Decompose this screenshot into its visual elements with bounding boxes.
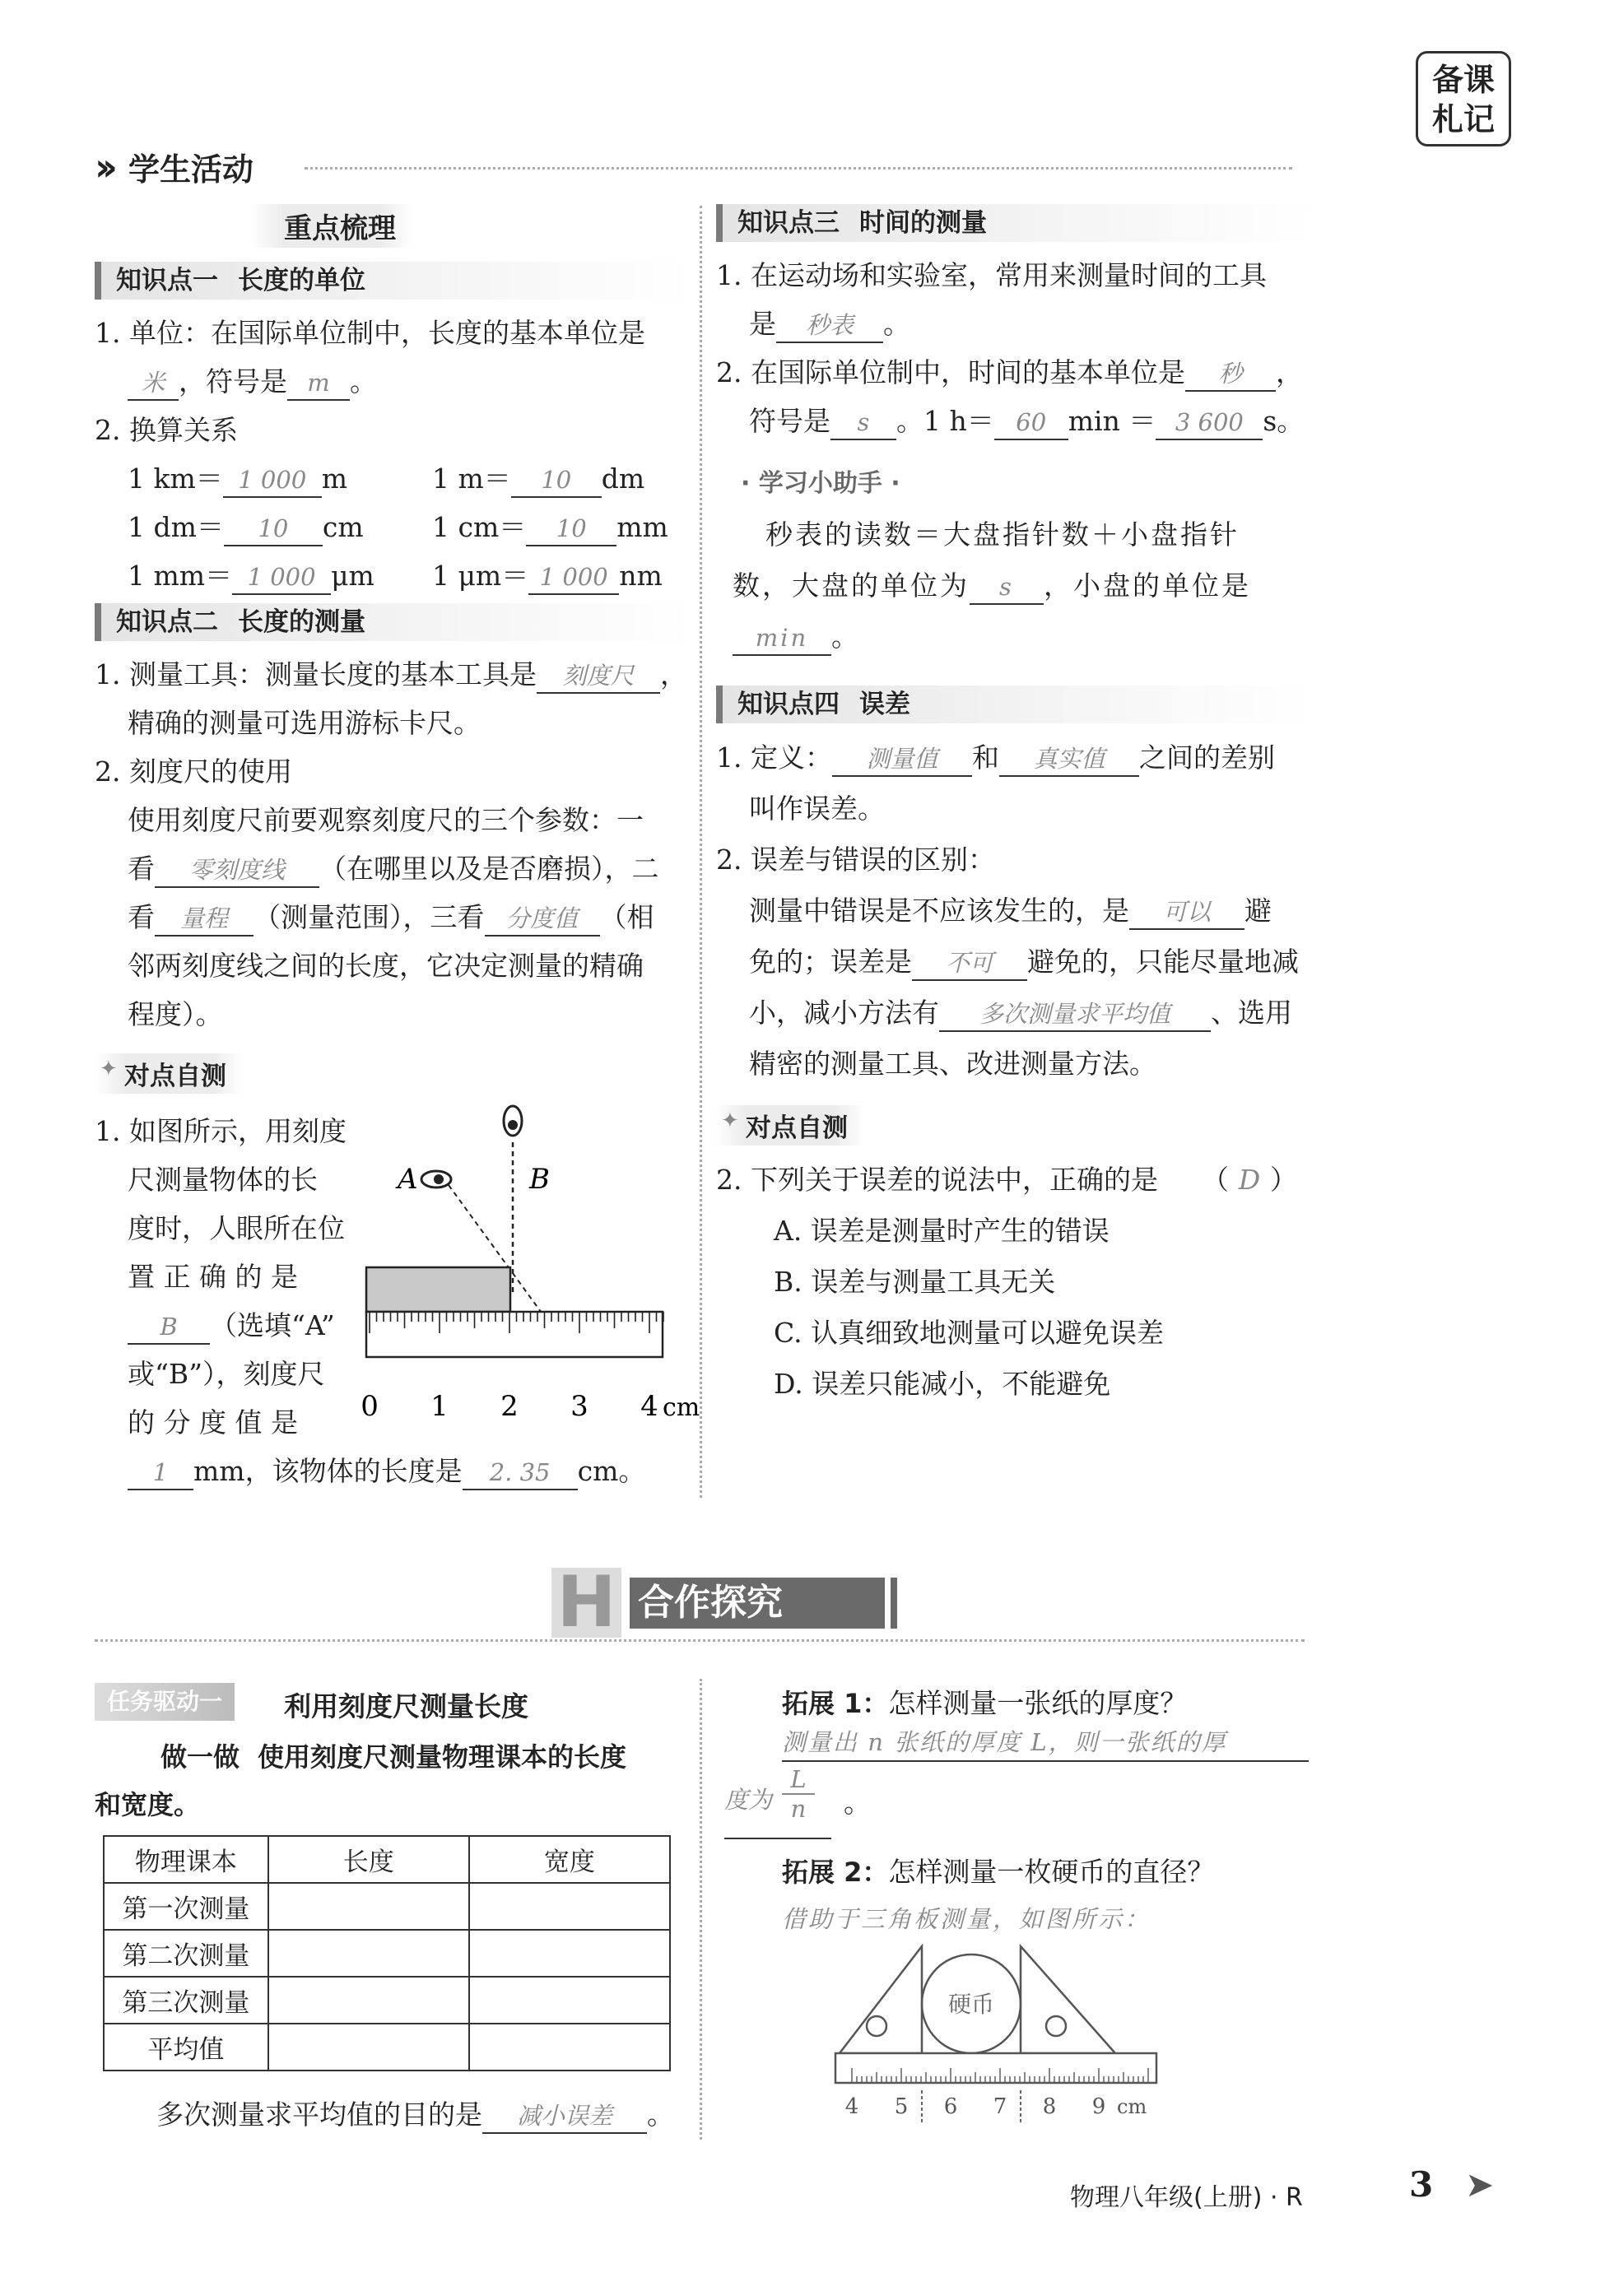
triangle-left: [840, 1946, 922, 2053]
doit-label: 做一做: [160, 1741, 240, 1773]
ruler-unit: cm: [663, 1393, 700, 1422]
kp3-header: [716, 204, 1314, 242]
q1-line: 或“B”），刻度尺: [128, 1358, 325, 1390]
table-cell[interactable]: [268, 2024, 469, 2071]
answer-blank[interactable]: 1 000: [232, 560, 331, 595]
conversion-row: 1 km＝ 1 000 m 1 m＝ 10 dm: [128, 454, 644, 503]
ext2-line: [782, 1847, 1214, 1897]
table-cell[interactable]: [268, 1883, 469, 1930]
coin-label: 硬币: [947, 1991, 995, 2018]
doit-text: 使用刻度尺测量物理课本的长度: [258, 1741, 627, 1773]
kp1-item2: 2. 换算关系: [95, 414, 238, 446]
helper-line: min 。: [733, 612, 861, 661]
ext2-answer: 借助于三角板测量，如图所示：: [782, 1905, 1151, 1933]
table-cell[interactable]: [268, 1930, 469, 1977]
coin-ruler-label: 5: [894, 2094, 909, 2119]
answer-blank[interactable]: 3 600: [1156, 406, 1263, 440]
q1-line: 1. 如图所示，用刻度: [95, 1115, 347, 1147]
row-label: 第二次测量: [104, 1930, 268, 1977]
coop-title: 合作探究: [630, 1578, 885, 1629]
label-b: B: [529, 1163, 550, 1196]
coin-ruler-label: 7: [993, 2094, 1007, 2119]
answer-blank[interactable]: 刻度尺: [537, 659, 660, 694]
kp2-item1-cont: 精确的测量可选用游标卡尺。: [128, 707, 481, 739]
q1-line: 1 mm，该物体的长度是 2. 35 cm。: [128, 1447, 645, 1495]
kp4-item2-line4: 精密的测量工具、改进测量方法。: [749, 1048, 1156, 1080]
kp3-item1b: 是 秒表 。: [749, 300, 910, 348]
ruler: [366, 1312, 663, 1357]
right-column: [716, 198, 1309, 1432]
sparkle-icon: ✦: [721, 1108, 739, 1133]
measured-object: [366, 1267, 510, 1312]
kp4-item2-line3: 小，减小方法有 多次测量求平均值 、选用: [749, 988, 1292, 1039]
answer-blank[interactable]: 秒: [1185, 357, 1276, 392]
coop-right: 拓展 1：怎样测量一张纸的厚度？ 测量出 n 张纸的厚度 L，则一张纸的厚 度为 L n 。 拓展 2：怎样测量一枚硬币的直径？ 借助于三角板测量，如图所示： 硬币 4 5 6 7 8 9 cm: [724, 1679, 1317, 2140]
q1-line: 置 正 确 的 是: [128, 1261, 298, 1293]
kp2-item2-line4: 邻两刻度线之间的长度，它决定测量的精确: [128, 950, 644, 982]
kp2-title: 长度的测量: [238, 607, 365, 637]
q2-option-d[interactable]: D. 误差只能减小，不能避免: [774, 1368, 1111, 1400]
sparkle-icon: ✦: [100, 1057, 118, 1081]
kp2-item2-line5: 程度）。: [128, 998, 223, 1030]
answer-blank[interactable]: 10: [224, 512, 323, 546]
kp3-num: 知识点三: [737, 208, 840, 238]
footer-text: 物理八年级(上册) · R: [1070, 2183, 1303, 2212]
answer-blank[interactable]: 1 000: [528, 560, 619, 595]
table-row: [104, 1930, 670, 1977]
kp4-item1: 1. 定义： 测量值 和 真实值 之间的差别: [716, 732, 1275, 783]
answer-blank[interactable]: 多次测量求平均值: [939, 997, 1211, 1032]
coop-left: [95, 1679, 687, 2140]
coin-diagram: [835, 1942, 1165, 2127]
eye-icon-a: [421, 1171, 451, 1188]
answer-blank[interactable]: m: [287, 366, 350, 401]
ruler-tick-label: 3: [570, 1390, 588, 1423]
ext1-line: [782, 1679, 1187, 1728]
ext2-label: 拓展 2：: [782, 1857, 889, 1888]
answer-blank[interactable]: 1 000: [223, 463, 322, 498]
notes-stamp: [1416, 51, 1511, 146]
kp4-item1-cont: 叫作误差。: [749, 792, 885, 825]
answer-blank[interactable]: min: [733, 621, 831, 656]
answer-blank[interactable]: s: [970, 570, 1044, 605]
answer-blank[interactable]: 10: [526, 512, 616, 546]
kp2-item1: 1. 测量工具：测量长度的基本工具是 刻度尺 ，: [95, 650, 687, 699]
doit-line: [160, 1732, 626, 1782]
answer-blank[interactable]: 秒表: [776, 309, 883, 343]
stamp-line2: 札记: [1431, 101, 1495, 137]
task-tag: 任务驱动一: [95, 1683, 235, 1721]
row-label: 第三次测量: [104, 1977, 268, 2024]
q1-line: 的 分 度 值 是: [128, 1406, 298, 1438]
answer-blank[interactable]: 真实值: [999, 742, 1139, 777]
self-test-label-left: 对点自测: [95, 1053, 243, 1094]
learning-helper-label: · 学习小助手 ·: [741, 469, 900, 498]
q1-line: B （选填“A”: [128, 1301, 335, 1350]
q2-option-b[interactable]: B. 误差与测量工具无关: [774, 1266, 1056, 1298]
measurement-table: [103, 1835, 671, 2071]
kp1-header: [95, 262, 692, 300]
ext1-label: 拓展 1：: [782, 1688, 889, 1719]
answer-blank[interactable]: B: [128, 1310, 210, 1345]
q2-stem: 2. 下列关于误差的说法中，正确的是: [716, 1164, 1158, 1196]
coin-ruler-label: 6: [943, 2094, 958, 2119]
triangle-hole-right: [1046, 2016, 1066, 2036]
answer-blank[interactable]: 可以: [1129, 895, 1244, 930]
triangle-hole-left: [867, 2016, 886, 2036]
kp1-item1b: 米 ，符号是 m 。: [128, 357, 377, 406]
answer-blank[interactable]: 10: [511, 463, 602, 498]
table-cell[interactable]: [469, 1930, 670, 1977]
left-column: [95, 198, 700, 1506]
table-row: [104, 1977, 670, 2024]
table-header: 物理课本: [104, 1836, 268, 1883]
column-divider: [700, 206, 702, 1498]
conversion-row: 1 mm＝ 1 000 μm 1 μm＝ 1 000 nm: [128, 551, 663, 600]
row-label: 平均值: [104, 2024, 268, 2071]
label-a: A: [398, 1163, 418, 1196]
task-title: 利用刻度尺测量长度: [284, 1690, 528, 1722]
kp3-title: 时间的测量: [859, 208, 987, 238]
kp4-item2-line1: 测量中错误是不应该发生的，是 可以 避: [749, 885, 1272, 937]
q2-option-c[interactable]: C. 认真细致地测量可以避免误差: [774, 1317, 1165, 1349]
kp4-item2-line2: 免的；误差是 不可 避免的，只能尽量地减: [749, 937, 1299, 988]
table-header: 长度: [268, 1836, 469, 1883]
answer-blank[interactable]: 分度值: [485, 902, 600, 937]
answer-blank[interactable]: 测量值: [832, 742, 972, 777]
ruler-tick-label: 1: [430, 1390, 449, 1423]
ruler-tick-label: 0: [361, 1390, 379, 1423]
page-number: 3: [1409, 2164, 1434, 2205]
ext1-question: 怎样测量一张纸的厚度？: [888, 1687, 1188, 1719]
q1-line: 尺测量物体的长: [128, 1164, 318, 1196]
kp2-item2: 2. 刻度尺的使用: [95, 755, 292, 788]
kp2-item2-line1: 使用刻度尺前要观察刻度尺的三个参数：一: [128, 804, 644, 836]
helper-line: 数，大盘的单位为 s ，小盘的单位是: [733, 561, 1251, 610]
table-cell[interactable]: [469, 1883, 670, 1930]
coop-divider: [95, 1639, 1305, 1642]
coin-ruler-label: 4: [844, 2094, 859, 2119]
answer-blank[interactable]: 不可: [912, 946, 1027, 981]
ruler-tick-label: 4: [640, 1390, 658, 1423]
answer-blank[interactable]: 米: [128, 366, 179, 401]
coin-ruler-label: 8: [1042, 2094, 1057, 2119]
q2-answer[interactable]: （ D ）: [1202, 1164, 1297, 1196]
eye-icon-b: [504, 1106, 522, 1136]
kp2-item2-line3: 看 量程 （测量范围），三看 分度值 （相: [128, 893, 654, 941]
row-label: 第一次测量: [104, 1883, 268, 1930]
kp3-item1: 1. 在运动场和实验室，常用来测量时间的工具: [716, 259, 1267, 291]
q2-option-a[interactable]: A. 误差是测量时产生的错误: [774, 1215, 1110, 1247]
conversion-row: 1 dm＝ 10 cm 1 cm＝ 10 mm: [128, 503, 668, 551]
section-header: [95, 144, 254, 193]
table-row: [104, 1883, 670, 1930]
table-header-row: [104, 1836, 670, 1883]
double-chevron-icon: ››: [95, 145, 109, 189]
kp4-item2: 2. 误差与错误的区别：: [716, 844, 995, 876]
answer-blank[interactable]: 量程: [155, 902, 254, 937]
answer-blank[interactable]: 2. 35: [463, 1456, 578, 1490]
table-header: 宽度: [469, 1836, 670, 1883]
table-row: [104, 2024, 670, 2071]
coop-title-bar: [891, 1578, 897, 1629]
kp2-header: [95, 603, 692, 641]
corner-arrow-icon: ➤: [1465, 2164, 1495, 2205]
answer-blank[interactable]: 零刻度线: [155, 853, 319, 888]
ext2-question: 怎样测量一枚硬币的直径？: [888, 1856, 1215, 1888]
stamp-line1: 备课: [1431, 62, 1495, 98]
ext1-answer-line1[interactable]: 测量出 n 张纸的厚度 L，则一张纸的厚: [782, 1724, 1309, 1762]
subtitle-key-points: 重点梳理: [251, 204, 412, 248]
answer-blank[interactable]: 减小误差: [482, 2099, 647, 2134]
ruler-eye-figure: [361, 1103, 700, 1432]
coin-ruler-unit: cm: [1117, 2095, 1147, 2118]
coop-h-logo: H: [551, 1568, 621, 1638]
table-cell[interactable]: [469, 2024, 670, 2071]
purpose-line: 多次测量求平均值的目的是 减小误差 。: [156, 2090, 674, 2139]
helper-line: 秒表的读数＝大盘指针数＋小盘指针: [765, 518, 1240, 551]
coop-banner: [551, 1561, 914, 1643]
ruler-tick-label: 2: [500, 1390, 519, 1423]
coop-column-divider: [700, 1679, 702, 2140]
self-test-label-right: 对点自测: [716, 1105, 864, 1146]
answer-blank[interactable]: 60: [994, 406, 1068, 440]
header-divider: [305, 167, 1292, 170]
section-title: 学生活动: [128, 151, 254, 188]
kp1-item1: 1. 单位：在国际单位制中，长度的基本单位是: [95, 317, 645, 349]
kp2-item2-line2: 看 零刻度线 （在哪里以及是否磨损），二: [128, 844, 659, 893]
kp1-title: 长度的单位: [238, 266, 365, 295]
kp4-num: 知识点四: [737, 690, 840, 719]
answer-blank[interactable]: 1: [128, 1456, 193, 1490]
kp3-item2: 2. 在国际单位制中，时间的基本单位是 秒 ，: [716, 348, 1303, 397]
kp4-title: 误差: [859, 690, 910, 719]
kp1-num: 知识点一: [116, 266, 218, 295]
doit-text-cont: 和宽度。: [95, 1789, 201, 1820]
triangle-right: [1021, 1946, 1115, 2053]
coin-ruler-label: 9: [1091, 2094, 1106, 2119]
kp2-num: 知识点二: [116, 607, 218, 637]
table-cell[interactable]: [268, 1977, 469, 2024]
table-cell[interactable]: [469, 1977, 670, 2024]
kp3-item2b: 符号是 s 。1 h＝ 60 min ＝ 3 600 s。: [749, 397, 1304, 445]
answer-blank[interactable]: s: [830, 406, 896, 440]
q1-line: 度时，人眼所在位: [128, 1212, 345, 1244]
kp4-header: [716, 686, 1314, 723]
